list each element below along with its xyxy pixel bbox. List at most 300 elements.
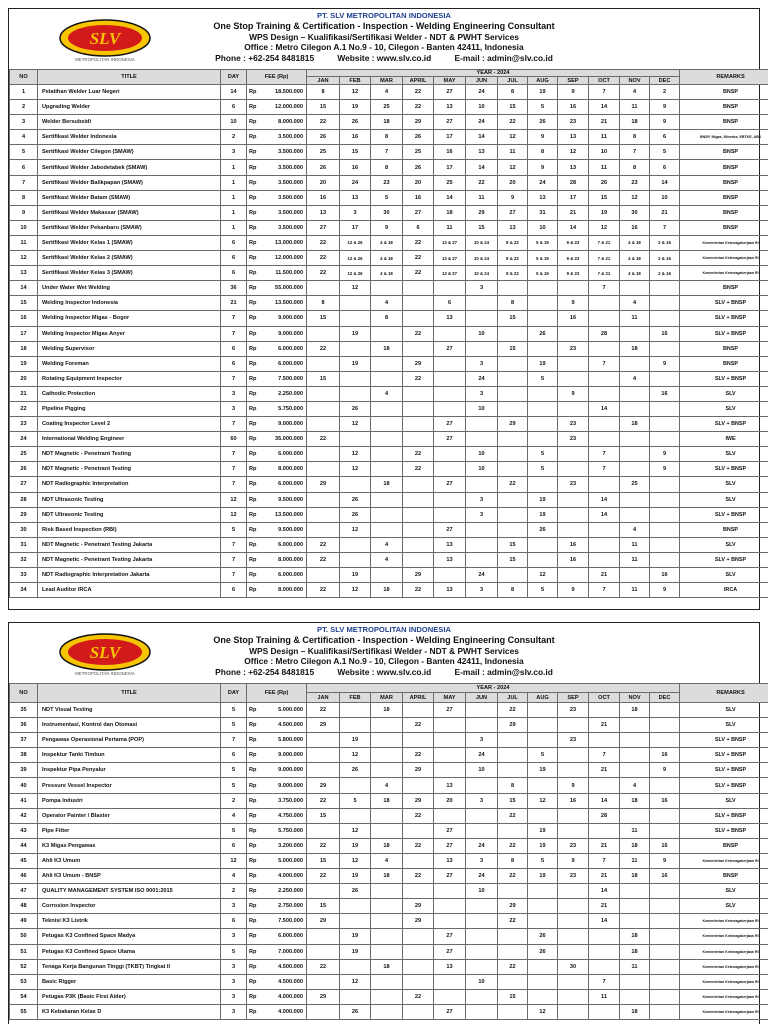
- fee-amount: 3.500.000: [261, 130, 307, 145]
- day-count: 7: [221, 568, 247, 583]
- schedule-date: [650, 914, 680, 929]
- schedule-date: [558, 281, 589, 296]
- schedule-date: 15: [307, 371, 340, 386]
- schedule-date: [498, 462, 528, 477]
- schedule-date: 16: [650, 326, 680, 341]
- course-title: NDT Ultrasonic Testing: [38, 507, 221, 522]
- schedule-date: 30: [620, 205, 650, 220]
- row-number: 13: [10, 266, 38, 281]
- fee-amount: 4.500.000: [261, 974, 307, 989]
- schedule-date: [340, 703, 371, 718]
- schedule-date: 8: [528, 145, 558, 160]
- schedule-date: [434, 899, 466, 914]
- course-title: Sertifikasi Welder Cilegon (SMAW): [38, 145, 221, 160]
- table-row: [10, 899, 768, 914]
- schedule-date: [589, 296, 620, 311]
- remarks: Kementerian Ketenagakerjaan RI: [680, 944, 768, 959]
- schedule-date: [528, 989, 558, 1004]
- schedule-date: 2 & 16: [650, 235, 680, 250]
- table-row: [10, 568, 768, 583]
- schedule-date: 11: [620, 959, 650, 974]
- schedule-date: 3: [466, 386, 498, 401]
- course-title: Lead Auditor IRCA: [38, 583, 221, 598]
- remarks: SLV + BNSP: [680, 417, 768, 432]
- schedule-date: [434, 447, 466, 462]
- schedule-date: 15: [498, 552, 528, 567]
- row-number: 42: [10, 808, 38, 823]
- month-header: AUG: [528, 693, 558, 703]
- schedule-date: 13: [558, 130, 589, 145]
- schedule-date: 12 & 26: [340, 266, 371, 281]
- day-count: 5: [221, 522, 247, 537]
- schedule-date: [620, 462, 650, 477]
- schedule-date: [620, 401, 650, 416]
- schedule-date: 27: [307, 220, 340, 235]
- currency-label: Rp: [247, 326, 261, 341]
- schedule-date: 11: [466, 190, 498, 205]
- schedule-date: 29: [403, 115, 434, 130]
- schedule-date: [620, 386, 650, 401]
- schedule-date: [340, 432, 371, 447]
- schedule-date: 18: [620, 417, 650, 432]
- schedule-date: [528, 733, 558, 748]
- schedule-date: 24: [528, 175, 558, 190]
- table-row: [10, 522, 768, 537]
- schedule-date: [558, 568, 589, 583]
- fee-amount: 6.000.000: [261, 477, 307, 492]
- schedule-date: 25: [403, 145, 434, 160]
- schedule-date: 26: [340, 884, 371, 899]
- row-number: 32: [10, 552, 38, 567]
- day-count: 1: [221, 205, 247, 220]
- schedule-date: 8: [307, 85, 340, 100]
- schedule-date: [620, 326, 650, 341]
- fee-amount: 12.000.000: [261, 251, 307, 266]
- course-title: Pipe Fitter: [38, 823, 221, 838]
- schedule-date: 19: [340, 869, 371, 884]
- schedule-date: [403, 823, 434, 838]
- schedule-date: 19: [340, 944, 371, 959]
- schedule-date: 29: [498, 417, 528, 432]
- currency-label: Rp: [247, 417, 261, 432]
- schedule-date: 5: [650, 145, 680, 160]
- schedule-date: 30: [558, 959, 589, 974]
- schedule-date: 22: [307, 235, 340, 250]
- schedule-date: [558, 974, 589, 989]
- schedule-date: [558, 884, 589, 899]
- schedule-date: [528, 281, 558, 296]
- schedule-date: [371, 718, 403, 733]
- schedule-date: 22: [307, 341, 340, 356]
- schedule-date: [589, 778, 620, 793]
- schedule-table-1: [9, 69, 768, 598]
- remarks: SLV: [680, 401, 768, 416]
- table-row: [10, 974, 768, 989]
- remarks: SLV: [680, 568, 768, 583]
- schedule-date: 21: [589, 869, 620, 884]
- schedule-date: [589, 823, 620, 838]
- table-row: [10, 432, 768, 447]
- schedule-date: 9 & 23: [558, 235, 589, 250]
- fee-amount: 5.000.000: [261, 703, 307, 718]
- schedule-date: 26: [528, 944, 558, 959]
- currency-label: Rp: [247, 989, 261, 1004]
- day-count: 6: [221, 583, 247, 598]
- remarks: SLV: [680, 447, 768, 462]
- table-row: [10, 959, 768, 974]
- remarks: BNSP, Migas, Minerba, EBTKE, ABS: [680, 130, 768, 145]
- schedule-date: [589, 552, 620, 567]
- schedule-date: 19: [528, 507, 558, 522]
- schedule-date: [498, 748, 528, 763]
- schedule-date: 4: [620, 371, 650, 386]
- schedule-date: [589, 929, 620, 944]
- schedule-date: [340, 477, 371, 492]
- fee-amount: 9.000.000: [261, 778, 307, 793]
- schedule-date: [650, 929, 680, 944]
- schedule-date: [498, 432, 528, 447]
- schedule-date: 11: [620, 552, 650, 567]
- schedule-date: 16: [403, 190, 434, 205]
- table-row: [10, 235, 768, 250]
- schedule-date: [650, 432, 680, 447]
- schedule-date: [340, 718, 371, 733]
- schedule-date: 5: [528, 748, 558, 763]
- services: WPS Design – Kualifikasi/Sertifikasi Welder - NDT & PWHT Services: [249, 645, 519, 656]
- course-title: Inspektur Pipa Penyalur: [38, 763, 221, 778]
- schedule-date: 27: [434, 929, 466, 944]
- table-row: [10, 733, 768, 748]
- schedule-date: 4: [371, 85, 403, 100]
- fee-amount: 5.800.000: [261, 733, 307, 748]
- col-day: DAY: [221, 70, 247, 85]
- schedule-date: [558, 899, 589, 914]
- remarks: BNSP: [680, 838, 768, 853]
- schedule-date: 24: [340, 175, 371, 190]
- course-title: Sertifikasi Welder Batam (SMAW): [38, 190, 221, 205]
- schedule-date: [371, 462, 403, 477]
- currency-label: Rp: [247, 175, 261, 190]
- fee-amount: 11.500.000: [261, 266, 307, 281]
- schedule-date: 9: [558, 296, 589, 311]
- day-count: 5: [221, 823, 247, 838]
- fee-amount: 55.000.000: [261, 281, 307, 296]
- day-count: 7: [221, 537, 247, 552]
- schedule-date: 25: [620, 477, 650, 492]
- currency-label: Rp: [247, 371, 261, 386]
- schedule-date: 13: [528, 190, 558, 205]
- schedule-date: 4 & 18: [620, 266, 650, 281]
- fee-amount: 5.750.000: [261, 823, 307, 838]
- table-row: [10, 492, 768, 507]
- schedule-date: 4: [371, 537, 403, 552]
- schedule-date: [307, 447, 340, 462]
- currency-label: Rp: [247, 1004, 261, 1019]
- schedule-date: 22: [403, 583, 434, 598]
- row-number: 8: [10, 190, 38, 205]
- schedule-date: 5: [528, 371, 558, 386]
- fee-amount: 9.000.000: [261, 326, 307, 341]
- schedule-date: 23: [558, 838, 589, 853]
- schedule-date: [466, 944, 498, 959]
- schedule-date: 29: [498, 899, 528, 914]
- schedule-date: 22: [403, 808, 434, 823]
- currency-label: Rp: [247, 145, 261, 160]
- currency-label: Rp: [247, 432, 261, 447]
- currency-label: Rp: [247, 522, 261, 537]
- schedule-date: 4: [371, 853, 403, 868]
- schedule-sheet-2: [8, 622, 760, 1024]
- schedule-date: 8: [371, 311, 403, 326]
- course-title: Pipeline Pigging: [38, 401, 221, 416]
- schedule-date: [558, 326, 589, 341]
- schedule-date: 29: [403, 914, 434, 929]
- currency-label: Rp: [247, 552, 261, 567]
- course-title: NDT Magnetic - Penetrant Testing Jakarta: [38, 537, 221, 552]
- col-no: NO: [10, 70, 38, 85]
- schedule-date: 22: [307, 583, 340, 598]
- slv-logo: [57, 631, 153, 677]
- currency-label: Rp: [247, 944, 261, 959]
- schedule-date: 3: [466, 733, 498, 748]
- course-title: Sertifikasi Welder Indonesia: [38, 130, 221, 145]
- table-row: [10, 190, 768, 205]
- currency-label: Rp: [247, 733, 261, 748]
- schedule-date: [589, 477, 620, 492]
- row-number: 21: [10, 386, 38, 401]
- currency-label: Rp: [247, 190, 261, 205]
- logo-text: SLV: [89, 643, 121, 662]
- schedule-date: 27: [434, 522, 466, 537]
- schedule-date: [371, 989, 403, 1004]
- schedule-date: [498, 492, 528, 507]
- schedule-date: 14: [650, 175, 680, 190]
- schedule-date: 4: [620, 296, 650, 311]
- col-year: YEAR - 2024: [307, 684, 680, 693]
- schedule-date: [371, 748, 403, 763]
- schedule-date: [528, 552, 558, 567]
- schedule-date: 16: [650, 793, 680, 808]
- schedule-date: 10: [650, 190, 680, 205]
- table-row: [10, 718, 768, 733]
- schedule-date: [589, 432, 620, 447]
- currency-label: Rp: [247, 341, 261, 356]
- schedule-date: 22: [307, 432, 340, 447]
- schedule-date: 13: [434, 959, 466, 974]
- schedule-date: [650, 296, 680, 311]
- schedule-date: 23: [558, 477, 589, 492]
- schedule-date: 25: [371, 100, 403, 115]
- schedule-date: 6: [403, 220, 434, 235]
- remarks: BNSP: [680, 85, 768, 100]
- row-number: 50: [10, 929, 38, 944]
- schedule-date: [340, 341, 371, 356]
- website: Website : www.slv.co.id: [337, 666, 432, 677]
- schedule-date: 29: [307, 914, 340, 929]
- table-row: [10, 537, 768, 552]
- currency-label: Rp: [247, 838, 261, 853]
- schedule-date: 23: [558, 869, 589, 884]
- schedule-date: 18: [371, 838, 403, 853]
- course-title: Petugas P3K (Basic First Aider): [38, 989, 221, 1004]
- schedule-date: 26: [528, 326, 558, 341]
- course-title: Upgrading Welder: [38, 100, 221, 115]
- schedule-date: [307, 326, 340, 341]
- schedule-date: 21: [589, 115, 620, 130]
- fee-amount: 2.250.000: [261, 884, 307, 899]
- schedule-date: [307, 944, 340, 959]
- schedule-date: 15: [498, 311, 528, 326]
- schedule-date: [620, 281, 650, 296]
- schedule-date: 12: [589, 220, 620, 235]
- schedule-date: [371, 356, 403, 371]
- fee-amount: 4.000.000: [261, 869, 307, 884]
- currency-label: Rp: [247, 914, 261, 929]
- row-number: 45: [10, 853, 38, 868]
- course-title: NDT Magnetic - Penetrant Testing: [38, 462, 221, 477]
- schedule-date: [307, 507, 340, 522]
- schedule-date: 16: [650, 568, 680, 583]
- schedule-date: [650, 552, 680, 567]
- remarks: SLV: [680, 477, 768, 492]
- course-title: Welding Inspector Indonesia: [38, 296, 221, 311]
- schedule-date: 18: [371, 583, 403, 598]
- schedule-date: 13: [434, 778, 466, 793]
- schedule-date: [650, 899, 680, 914]
- remarks: SLV + BNSP: [680, 808, 768, 823]
- month-header: NOV: [620, 77, 650, 85]
- schedule-date: [589, 1004, 620, 1019]
- table-row: [10, 115, 768, 130]
- table-row: [10, 552, 768, 567]
- remarks: Kementerian Ketenagakerjaan RI: [680, 266, 768, 281]
- schedule-date: 27: [434, 944, 466, 959]
- schedule-date: [403, 1004, 434, 1019]
- schedule-date: [620, 763, 650, 778]
- month-header: MAR: [371, 693, 403, 703]
- course-title: Ahli K3 Umum - BNSP: [38, 869, 221, 884]
- schedule-date: [340, 371, 371, 386]
- schedule-date: 21: [589, 568, 620, 583]
- schedule-date: [340, 386, 371, 401]
- schedule-date: 22: [307, 251, 340, 266]
- schedule-date: 22: [403, 748, 434, 763]
- schedule-date: [498, 281, 528, 296]
- currency-label: Rp: [247, 929, 261, 944]
- schedule-date: [466, 703, 498, 718]
- schedule-date: 25: [434, 175, 466, 190]
- schedule-date: 9 & 23: [558, 266, 589, 281]
- schedule-date: [650, 778, 680, 793]
- schedule-date: [589, 733, 620, 748]
- schedule-date: 14: [589, 884, 620, 899]
- schedule-date: [620, 884, 650, 899]
- row-number: 51: [10, 944, 38, 959]
- remarks: SLV + BNSP: [680, 763, 768, 778]
- schedule-date: 8: [371, 130, 403, 145]
- schedule-date: [558, 462, 589, 477]
- schedule-date: 7: [589, 583, 620, 598]
- table-row: [10, 296, 768, 311]
- schedule-date: 22: [466, 175, 498, 190]
- row-number: 52: [10, 959, 38, 974]
- row-number: 30: [10, 522, 38, 537]
- schedule-date: [650, 311, 680, 326]
- schedule-date: 12: [340, 417, 371, 432]
- month-header: FEB: [340, 693, 371, 703]
- schedule-date: [466, 718, 498, 733]
- schedule-date: 10: [528, 220, 558, 235]
- schedule-date: 13: [307, 205, 340, 220]
- schedule-date: 30: [371, 205, 403, 220]
- schedule-date: [403, 492, 434, 507]
- schedule-date: 18: [620, 1004, 650, 1019]
- schedule-date: 10: [466, 326, 498, 341]
- row-number: 9: [10, 205, 38, 220]
- schedule-date: 23: [558, 417, 589, 432]
- schedule-date: 11: [589, 989, 620, 1004]
- schedule-date: 18: [371, 869, 403, 884]
- schedule-date: 19: [340, 356, 371, 371]
- services: WPS Design – Kualifikasi/Sertifikasi Welder - NDT & PWHT Services: [249, 31, 519, 42]
- course-title: Petugas K3 Confined Space Utama: [38, 944, 221, 959]
- schedule-date: 29: [466, 205, 498, 220]
- schedule-date: 18: [371, 793, 403, 808]
- schedule-date: 22: [498, 838, 528, 853]
- schedule-date: 18: [371, 703, 403, 718]
- schedule-date: [466, 914, 498, 929]
- schedule-date: [558, 929, 589, 944]
- schedule-date: 27: [434, 477, 466, 492]
- schedule-date: [528, 914, 558, 929]
- day-count: 4: [221, 869, 247, 884]
- schedule-date: 11: [620, 823, 650, 838]
- schedule-date: 27: [434, 85, 466, 100]
- schedule-date: [371, 326, 403, 341]
- day-count: 1: [221, 190, 247, 205]
- schedule-date: 22: [307, 266, 340, 281]
- remarks: SLV + BNSP: [680, 326, 768, 341]
- schedule-date: 10: [466, 447, 498, 462]
- schedule-date: [403, 853, 434, 868]
- schedule-date: 3: [466, 356, 498, 371]
- day-count: 14: [221, 85, 247, 100]
- schedule-date: 4: [620, 85, 650, 100]
- schedule-date: [403, 929, 434, 944]
- schedule-date: 16: [650, 386, 680, 401]
- schedule-date: 8: [498, 296, 528, 311]
- day-count: 5: [221, 778, 247, 793]
- schedule-date: [528, 311, 558, 326]
- schedule-date: 27: [434, 838, 466, 853]
- fee-amount: 6.000.000: [261, 356, 307, 371]
- schedule-date: 20: [403, 175, 434, 190]
- day-count: 7: [221, 417, 247, 432]
- schedule-date: [498, 401, 528, 416]
- schedule-date: [589, 522, 620, 537]
- schedule-date: [620, 356, 650, 371]
- day-count: 5: [221, 703, 247, 718]
- schedule-date: 28: [589, 326, 620, 341]
- schedule-date: [498, 1004, 528, 1019]
- schedule-date: 26: [528, 115, 558, 130]
- schedule-date: [650, 959, 680, 974]
- schedule-date: [307, 823, 340, 838]
- month-header: JUN: [466, 77, 498, 85]
- schedule-date: [498, 326, 528, 341]
- col-year: YEAR - 2024: [307, 70, 680, 77]
- currency-label: Rp: [247, 869, 261, 884]
